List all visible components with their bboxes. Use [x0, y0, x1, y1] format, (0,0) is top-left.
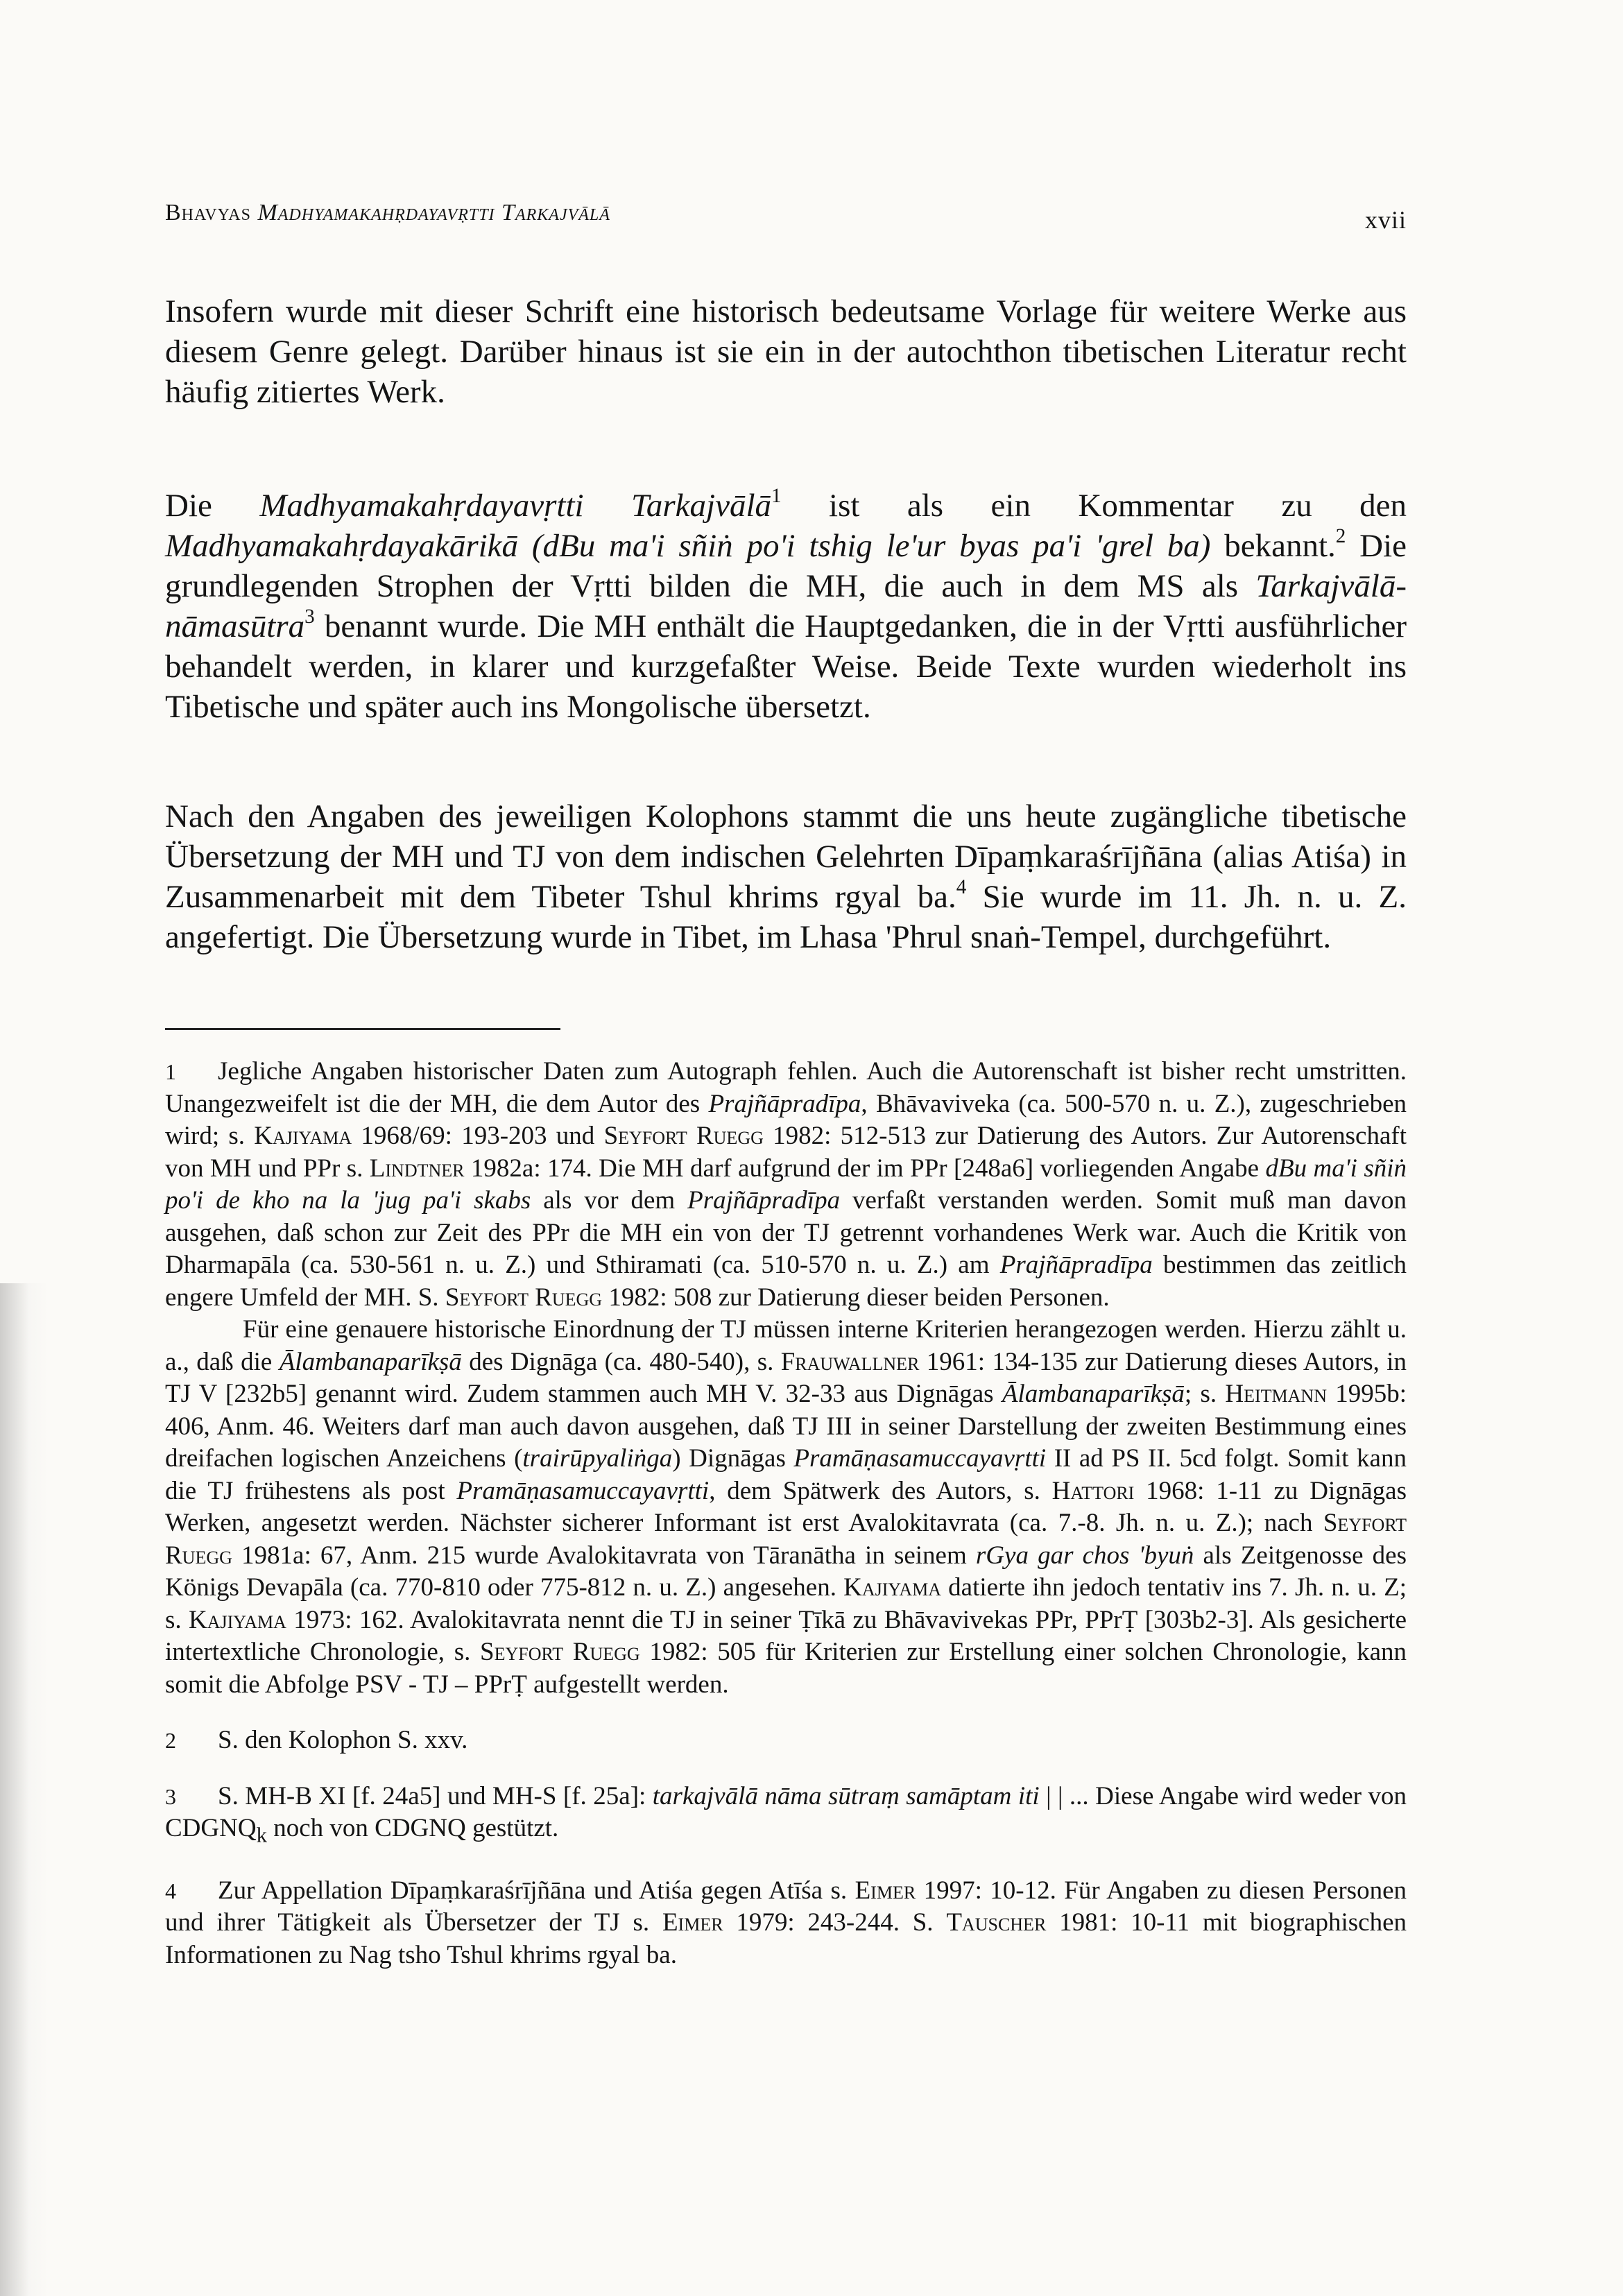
- running-header: [165, 186, 1407, 234]
- footnote-4: 4 Zur Appellation Dīpaṃkaraśrījñāna und Atiśa gegen Atīśa s. Eimer 1997: 10-12. Für Angaben zu diesen Personen und ihrer Tätigkeit als Übersetzer der TJ s. Eimer 1979: 243-244. S. Tauscher 1981: 10-11 mit biographischen Informationen zu Nag tsho Tshul khrims rgyal ba.: [165, 1876, 1407, 1969]
- footnote-number: 2: [165, 1728, 176, 1753]
- footnote-number: 4: [165, 1878, 176, 1903]
- paragraph-3: Nach den Angaben des jeweiligen Kolophons stammt die uns heute zugängliche tibetische Übersetzung der MH und TJ von dem indischen Gelehrten Dīpaṃkaraśrījñāna (alias Atiśa) in Zusammenarbeit mit dem Tibeter Tshul khrims rgyal ba.$^4$ Sie wurde im 11. Jh. n. u. Z. angefertigt. Die Übersetzung wurde in Tibet, im Lhasa 'Phrul snaṅ-Tempel, durchgeführt.: [165, 798, 1407, 955]
- footnote-ref-3[interactable]: 3: [304, 606, 315, 628]
- scan-edge-shadow: [0, 1283, 49, 2296]
- page-number: xvii: [1364, 206, 1407, 234]
- footnote-number: 1: [165, 1059, 176, 1084]
- paragraph-2: Die Madhyamakahṛdayavṛtti Tarkajvālā$^1$ ist als ein Kommentar zu den Madhyamakahṛdayakārikā (dBu ma'i sñiṅ po'i tshig le'ur byas pa'i 'grel ba) bekannt.$^2$ Die grundlegenden Strophen der Vṛtti bilden die MH, die auch in dem MS als Tarkajvālā-nāmasūtra$^3$ benannt wurde. Die MH enthält die Hauptgedanken, die in der Vṛtti ausführlicher behandelt werden, in klarer und kurzgefaßter Weise. Beide Texte wurden wiederholt ins Tibetische und später auch ins Mongolische übersetzt.: [165, 485, 1407, 725]
- footnote-number: 3: [165, 1783, 176, 1809]
- footnote-ref-1[interactable]: 1: [771, 485, 782, 508]
- footnote-separator: [165, 1028, 560, 1030]
- main-text: [165, 291, 1407, 1027]
- running-title: Bhavyas Madhyamakahṛdayavṛtti Tarkajvālā: [165, 200, 610, 225]
- footnote-ref-2[interactable]: 2: [1335, 525, 1346, 548]
- footnote-3: 3 S. MH-B XI [f. 24a5] und MH-S [f. 25a]: tarkajvālā nāma sūtraṃ samāptam iti | | ... Diese Angabe wird weder von $CDGNQ_k$ noch von CDGNQ gestützt.: [165, 1781, 1407, 1847]
- footnote-1: 1 Jegliche Angaben historischer Daten zum Autograph fehlen. Auch die Autorenschaft ist bisher recht umstritten. Unangezweifelt ist die der MH, die dem Autor des Prajñāpradīpa, Bhāvaviveka (ca. 500-570 n. u. Z.), zugeschrieben wird; s. Kajiyama 1968/69: 193-203 und Seyfort Ruegg 1982: 512-513 zur Datierung des Autors. Zur Autorenschaft von MH und PPr s. Lindtner 1982a: 174. Die MH darf aufgrund der im PPr [248a6] vorliegenden Angabe dBu ma'i sñiṅ po'i de kho na la 'jug pa'i skabs als vor dem Prajñāpradīpa verfaßt verstanden werden. Somit muß man davon ausgehen, daß schon zur Zeit des PPr die MH ein von der TJ getrennt vorhandenes Werk war. Auch die Kritik von Dharmapāla (ca. 530-561 n. u. Z.) und Sthiramati (ca. 510-570 n. u. Z.) am Prajñāpradīpa bestimmen das zeitlich engere Umfeld der MH. S. Seyfort Ruegg 1982: 508 zur Datierung dieser beiden Personen.: [165, 1057, 1407, 1312]
- footnotes: [165, 1056, 1407, 1995]
- footnote-2: 2 S. den Kolophon S. xxv.: [165, 1724, 1407, 1757]
- footnote-ref-4[interactable]: 4: [956, 876, 967, 899]
- footnote-1-continuation: Für eine genauere historische Einordnung der TJ müssen interne Kriterien herangezogen werden. Hierzu zählt u. a., daß die Ālambanaparīkṣā des Dignāga (ca. 480-540), s. Frauwallner 1961: 134-135 zur Datierung dieses Autors, in TJ V [232b5] genannt wird. Zudem stammen auch MH V. 32-33 aus Dignāgas Ālambanaparīkṣā; s. Heitmann 1995b: 406, Anm. 46. Weiters darf man auch davon ausgehen, daß TJ III in seiner Darstellung der zweiten Bestimmung eines dreifachen logischen Anzeichens (trairūpyaliṅga) Dignāgas Pramāṇasamuccayavṛtti II ad PS II. 5cd folgt. Somit kann die TJ frühestens als post Pramāṇasamuccayavṛtti, dem Spätwerk des Autors, s. Hattori 1968: 1-11 zu Dignāgas Werken, angesetzt werden. Nächster sicherer Informant ist erst Avalokitavrata (ca. 7.-8. Jh. n. u. Z.); nach Seyfort Ruegg 1981a: 67, Anm. 215 wurde Avalokitavrata von Tāranātha in seinem rGya gar chos 'byuṅ als Zeitgenosse des Königs Devapāla (ca. 770-810 oder 775-812 n. u. Z.) angesehen. Kajiyama datierte ihn jedoch tentativ ins 7. Jh. n. u. Z; s. Kajiyama 1973: 162. Avalokitavrata nennt die TJ in seiner Ṭīkā zu Bhāvavivekas PPr, PPrṬ [303b2-3]. Als gesicherte intertextliche Chronologie, s. Seyfort Ruegg 1982: 505 für Kriterien zur Erstellung einer solchen Chronologie, kann somit die Abfolge PSV - TJ – PPrṬ aufgestellt werden.: [165, 1315, 1407, 1699]
- paragraph-1: Insofern wurde mit dieser Schrift eine historisch bedeutsame Vorlage für weitere Werke aus diesem Genre gelegt. Darüber hinaus ist sie ein in der autochthon tibetischen Literatur recht häufig zitiertes Werk.: [165, 293, 1407, 410]
